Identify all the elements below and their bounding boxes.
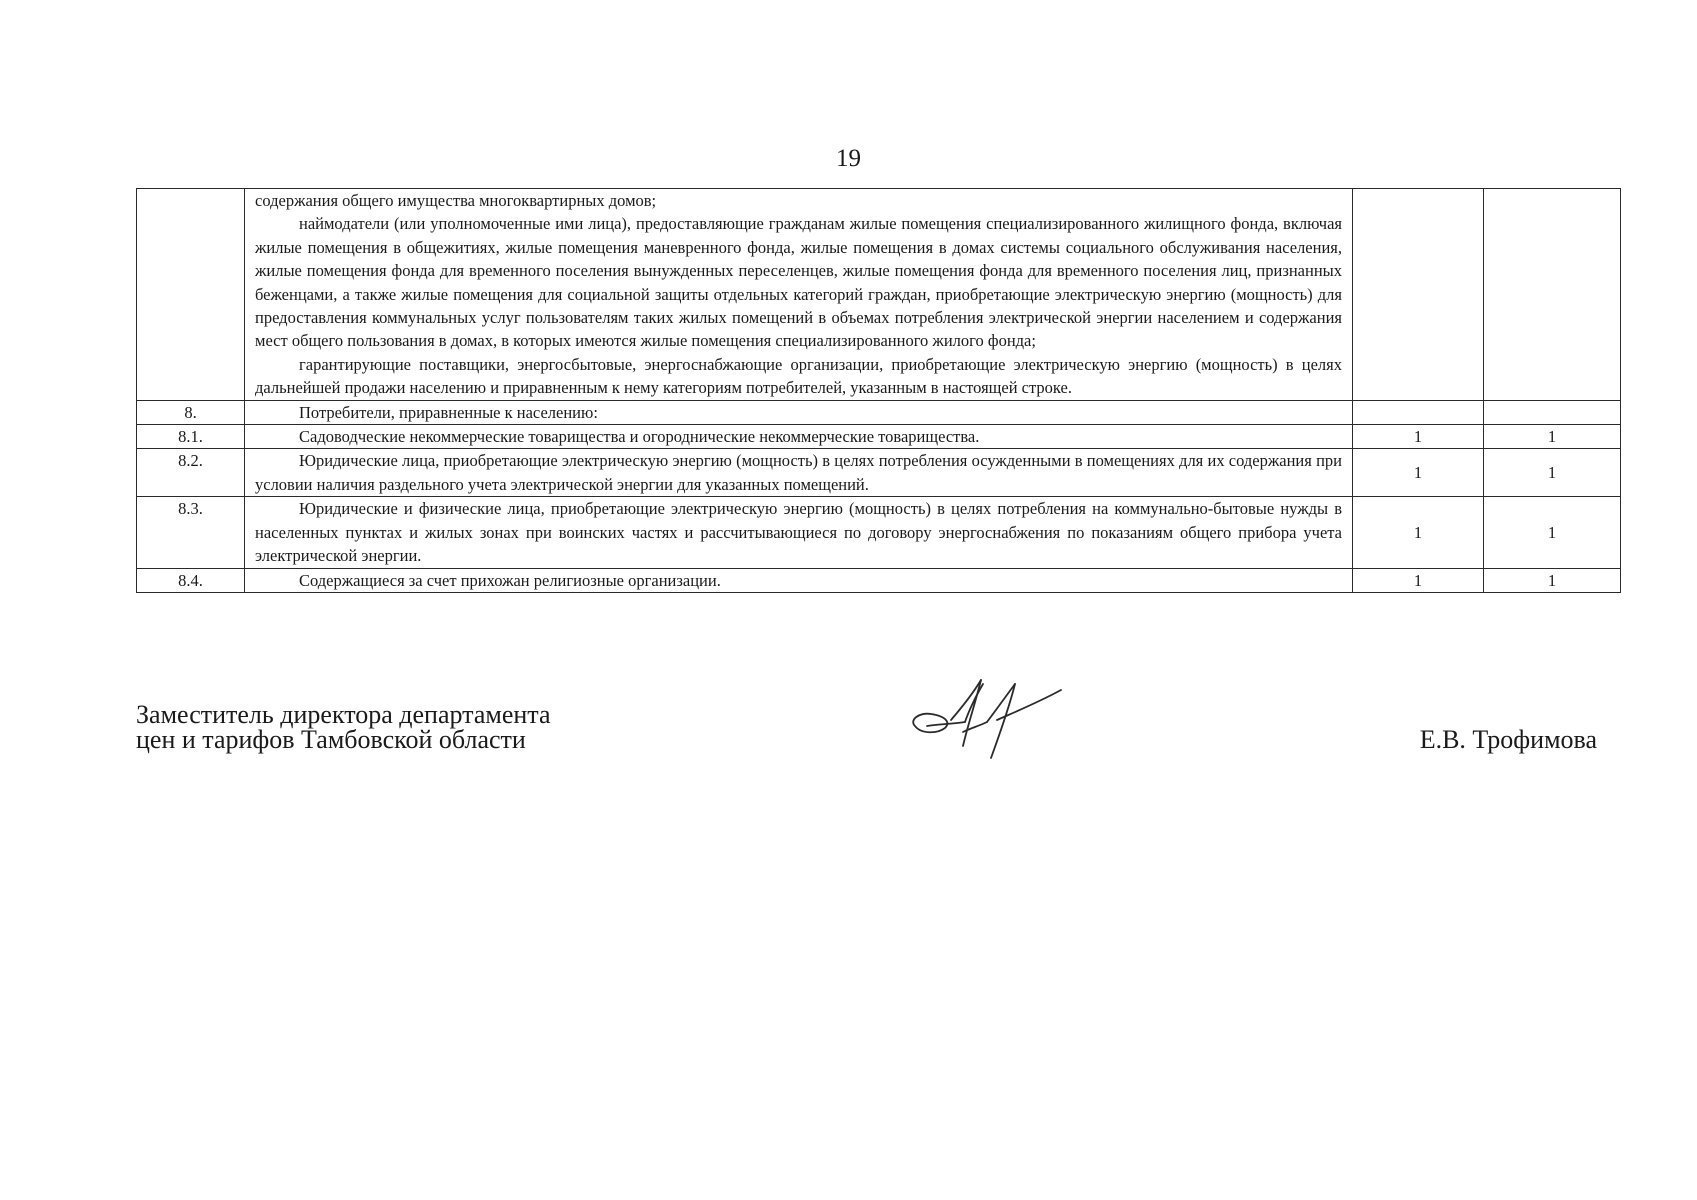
- handwritten-signature: [905, 676, 1065, 761]
- row-description-cell: [245, 189, 1353, 401]
- page-number: 19: [836, 145, 861, 172]
- table-row-8-2: [137, 449, 1621, 497]
- row-value-1-cell: 1: [1353, 425, 1484, 449]
- continuation-paragraph: наймодатели (или уполномоченные ими лица), предоставляющие гражданам жилые помещения специализированного жилищного фонда, включая жилые помещения в общежитиях, жилые помещения маневренного фонда, жилые помещения в домах системы социального обслуживания населения, жилые помещения фонда для временного поселения вынужденных переселенцев, жилые помещения фонда для временного поселения лиц, признанных беженцами, а также жилые помещения для социальной защиты отдельных категорий граждан, приобретающие электрическую энергию (мощность) для предоставления коммунальных услуг пользователям таких жилых помещений в объемах потребления электрической энергии населением и содержания мест общего пользования в домах, в которых имеются жилые помещения специализированного жилого фонда;: [255, 214, 1342, 351]
- table-row-8-4: [137, 568, 1621, 592]
- row-value-2-cell: [1484, 400, 1621, 424]
- tariff-consumer-table: [136, 188, 1621, 593]
- row-description-cell: [245, 568, 1353, 592]
- row-value-1-cell: 1: [1353, 568, 1484, 592]
- row-description-cell: [245, 425, 1353, 449]
- table-row-8-1: [137, 425, 1621, 449]
- continuation-paragraph: гарантирующие поставщики, энергосбытовые, энергоснабжающие организации, приобретающие электрическую энергию (мощность) в целях дальнейшей продажи населению и приравненным к нему категориям потребителей, указанным в настоящей строке.: [255, 354, 1342, 398]
- row-description-text: Юридические и физические лица, приобретающие электрическую энергию (мощность) в целях потребления на коммунально-бытовые нужды в населенных пунктах и жилых зонах при воинских частях и рассчитывающиеся по договору энергоснабжения по показаниям общего прибора учета электрической энергии.: [255, 499, 1342, 566]
- row-value-1-cell: [1353, 189, 1484, 401]
- row-value-2-cell: 1: [1484, 425, 1621, 449]
- row-value-2-cell: [1484, 189, 1621, 401]
- row-number-cell: 8.1.: [137, 425, 245, 449]
- signatory-title-line: цен и тарифов Тамбовской области: [136, 725, 526, 754]
- row-value-1-cell: [1353, 400, 1484, 424]
- row-value-1-cell: 1: [1353, 497, 1484, 568]
- row-description-text: Юридические лица, приобретающие электрическую энергию (мощность) в целях потребления осужденными в помещениях для их содержания при условии наличия раздельного учета электрической энергии для указанных помещений.: [255, 451, 1342, 494]
- row-description-text: Содержащиеся за счет прихожан религиозные организации.: [299, 570, 721, 590]
- signatory-title-line: Заместитель директора департамента: [136, 700, 551, 729]
- row-description-cell: [245, 400, 1353, 424]
- row-description-text: Потребители, приравненные к населению:: [299, 402, 598, 422]
- row-description-text: Садоводческие некоммерческие товарищества и огороднические некоммерческие товарищества.: [299, 427, 980, 447]
- row-number-cell: [137, 189, 245, 401]
- row-description-cell: [245, 497, 1353, 568]
- signatory-name: Е.В. Трофимова: [1419, 725, 1597, 754]
- row-value-1-cell: 1: [1353, 449, 1484, 497]
- row-number-cell: 8.3.: [137, 497, 245, 568]
- row-value-2-cell: 1: [1484, 568, 1621, 592]
- signatory-title: [136, 702, 551, 752]
- row-value-2-cell: 1: [1484, 449, 1621, 497]
- row-description-cell: [245, 449, 1353, 497]
- table-row-8: [137, 400, 1621, 424]
- row-number-cell: 8.2.: [137, 449, 245, 497]
- table-row-8-3: [137, 497, 1621, 568]
- row-number-cell: 8.: [137, 400, 245, 424]
- row-number-cell: 8.4.: [137, 568, 245, 592]
- table-row-continuation: [137, 189, 1621, 401]
- continuation-paragraph: содержания общего имущества многоквартирных домов;: [255, 191, 657, 210]
- row-value-2-cell: 1: [1484, 497, 1621, 568]
